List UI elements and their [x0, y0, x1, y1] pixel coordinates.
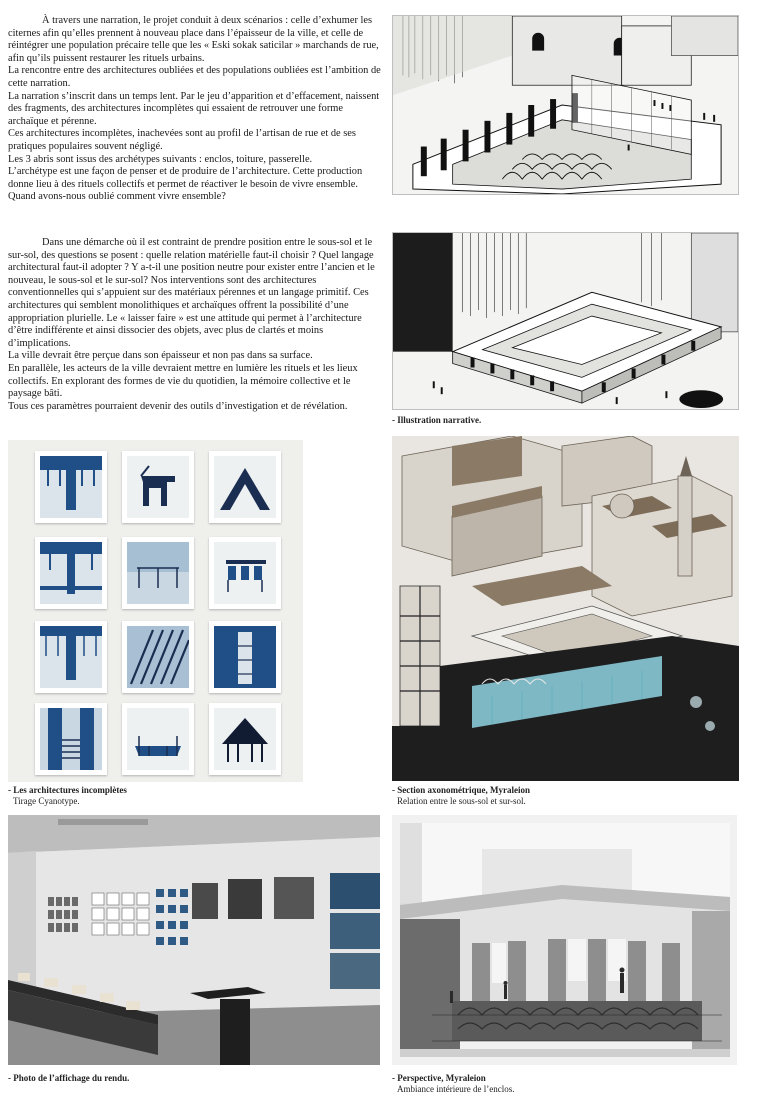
exhibition-photo: [8, 815, 380, 1065]
paragraph: Tous ces paramètres pourraient devenir des outils d’investigation et de révélation.: [8, 400, 348, 412]
paragraph: En parallèle, les acteurs de la ville devraient mettre en lumière les rituels et les lieux collectifs. En explorant des formes de vie du quotidien, la mémoire collective et le paysage bâti.: [8, 362, 358, 400]
caption-title: - Les architectures incomplètes: [8, 785, 127, 795]
axonometric-section-image: [392, 436, 739, 781]
intro-text-block: [8, 15, 382, 204]
illustration-caption: [392, 415, 481, 426]
paragraph: La rencontre entre des architectures oubliées et des populations oubliées est l’ambition de cette narration.: [8, 65, 381, 89]
cyanotype-caption: [8, 785, 127, 807]
cyanotype-tile: [122, 451, 194, 523]
cyanotype-panel: [8, 440, 303, 782]
cyanotype-tile: [209, 621, 281, 693]
cyanotype-tile: [209, 703, 281, 775]
narrative-illustration-1: [392, 15, 739, 195]
paragraph: Dans une démarche où il est contraint de prendre position entre le sous-sol et le sur-sol, des questions se posent : quelle relation matérielle faut-il choisir ? Quel langage architectural faut-il adopter ? Y a-t-il une position neutre pour exister entre l’ancien et le nouveau, le sous-sol et le sur-sol? Nos interventions sont des architectures conventionnelles qui s’appuient sur des matériaux pérennes et un langage primitif. Ces architectures qui semblent monolithiques et archaïques offrent la possibilité d’une appropriation plurielle. Le « laisser faire » est une attitude qui permet à l’architecture d’être indifférente et ainsi dissocier des objets, avec plus de clartés et moins d’implications.: [8, 237, 375, 349]
cyanotype-tile: [209, 451, 281, 523]
cyanotype-tile: [35, 621, 107, 693]
caption-subtitle: Tirage Cyanotype.: [13, 796, 80, 806]
cyanotype-tile: [122, 621, 194, 693]
cyanotype-tile: [122, 537, 194, 609]
cyanotype-tile: [35, 451, 107, 523]
narrative-illustration-2: [392, 232, 739, 410]
cyanotype-tile: [35, 703, 107, 775]
paragraph: À travers une narration, le projet conduit à deux scénarios : celle d’exhumer les citernes afin qu’elles prennent à nouveau place dans l’épaisseur de la ville, et celle de réintégrer une population précaire telle que les « Eski sokak saticilar » marchands de rue, afin qu’ils puissent restaurer les rituels urbains.: [8, 15, 379, 64]
caption-subtitle: Relation entre le sous-sol et sur-sol.: [397, 796, 526, 806]
caption-subtitle: Ambiance intérieure de l’enclos.: [397, 1084, 515, 1094]
caption-title: - Illustration narrative.: [392, 415, 482, 425]
perspective-image: [392, 815, 737, 1065]
caption-title: - Photo de l’affichage du rendu.: [8, 1073, 130, 1083]
paragraph: Ces architectures incomplètes, inachevées sont au profil de l’artisan de rue et de ses pratiques populaires souvent négligé.: [8, 128, 356, 152]
paragraph: La ville devrait être perçue dans son épaisseur et non pas dans sa surface.: [8, 350, 313, 362]
perspective-caption: [392, 1073, 514, 1095]
cyanotype-tile: [35, 537, 107, 609]
paragraph: Les 3 abris sont issus des archétypes suivants : enclos, toiture, passerelle.: [8, 153, 313, 165]
axonometric-caption: [392, 785, 530, 807]
photo-caption: [8, 1073, 129, 1084]
paragraph: L’archétype est une façon de penser et de produire de l’architecture. Cette production donne lieu à des rituels collectifs et permet de réactiver le besoin de vivre ensemble. Quand avons-nous oublié comment vivre ensemble?: [8, 166, 363, 203]
caption-title: - Section axonométrique, Myraleion: [392, 785, 530, 795]
paragraph: La narration s’inscrit dans un temps lent. Par le jeu d’apparition et d’effacement, naissent des fragments, des architectures incomplètes qui essaient de retrouver une forme archaïque et pérenne.: [8, 90, 380, 127]
cyanotype-tile: [209, 537, 281, 609]
approach-text-block: [8, 237, 382, 413]
caption-title: - Perspective, Myraleion: [392, 1073, 486, 1083]
cyanotype-tile: [122, 703, 194, 775]
